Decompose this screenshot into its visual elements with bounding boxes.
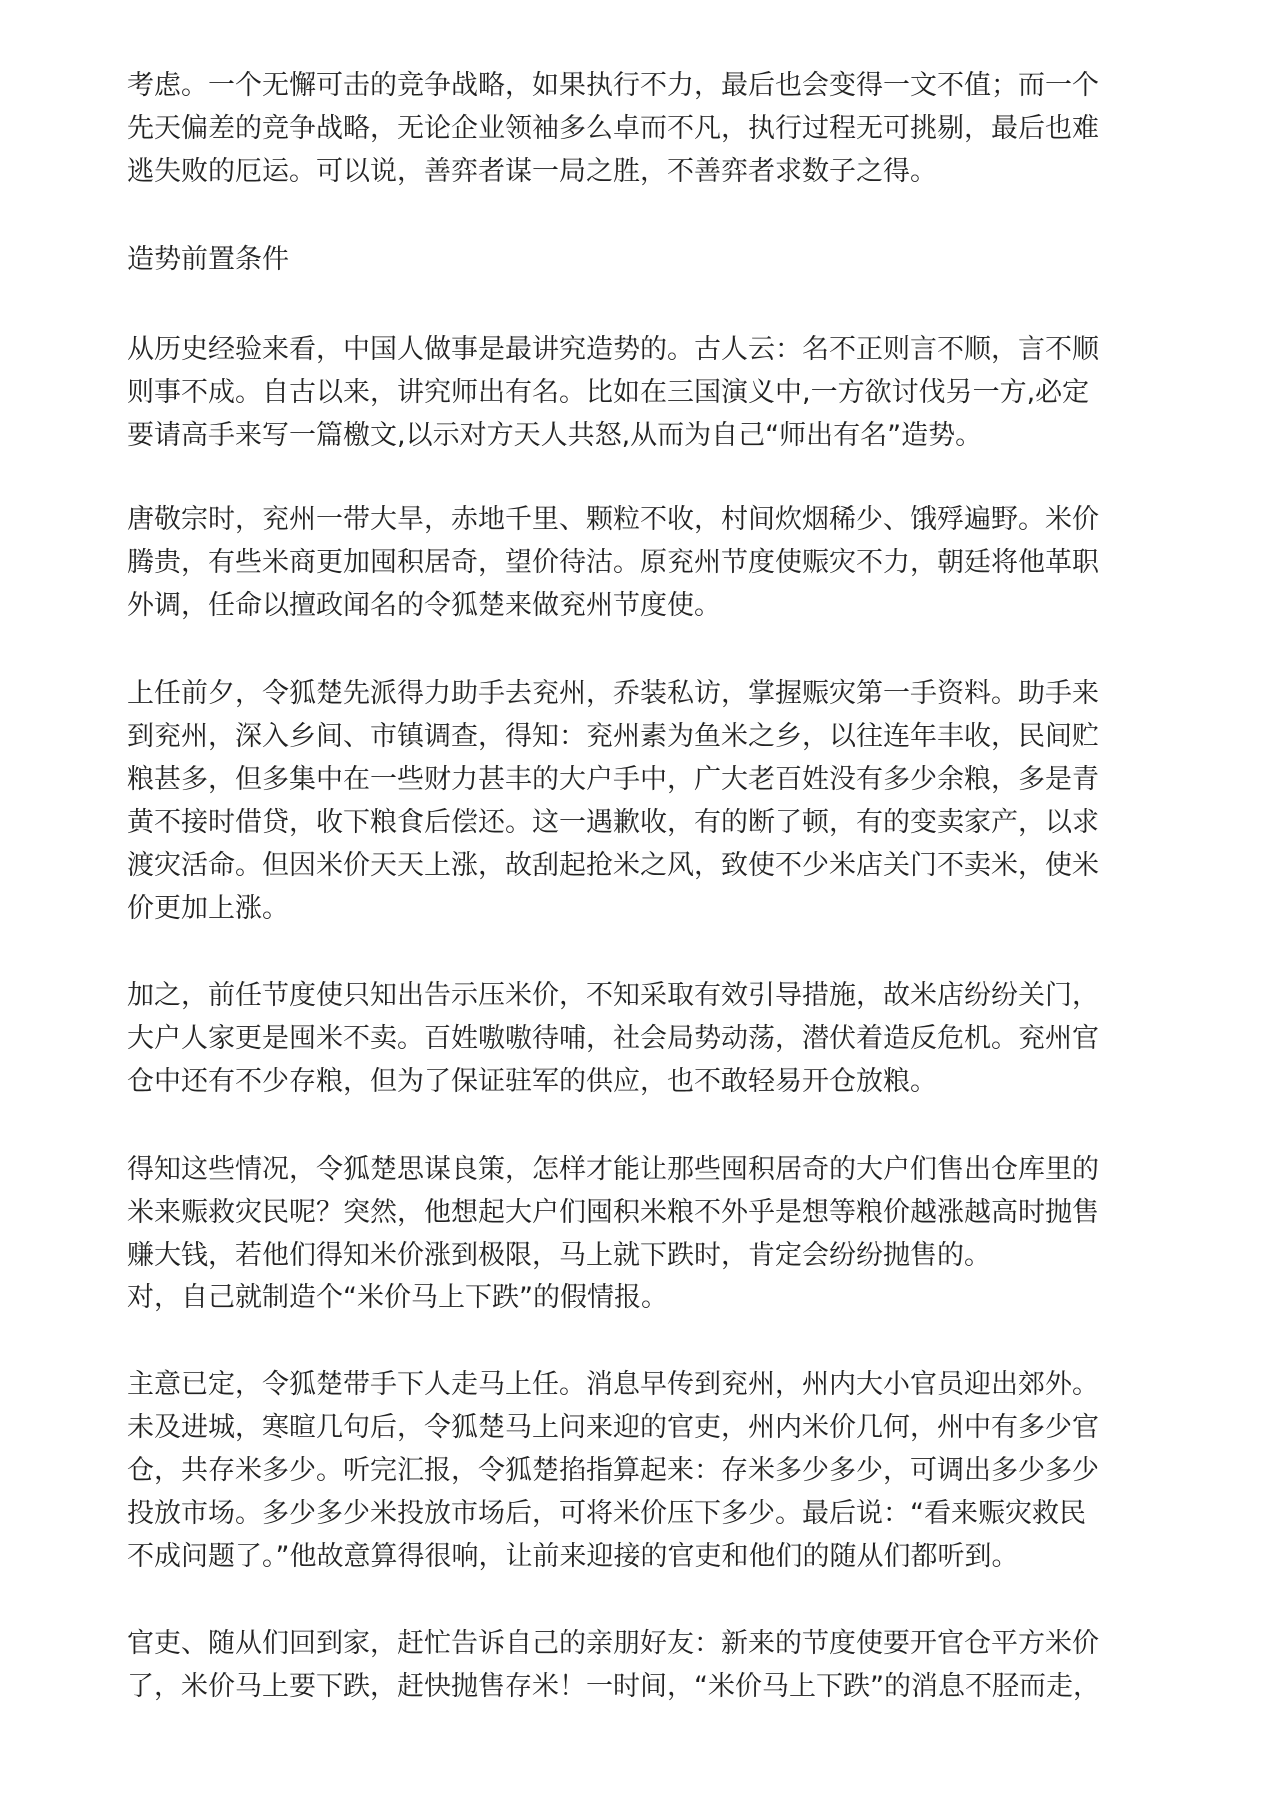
text-line: 主意已定，令狐楚带手下人走马上任。消息早传到兖州，州内大小官员迎出郊外。 xyxy=(127,1369,1099,1400)
text-line: 未及进城，寒暄几句后，令狐楚马上问来迎的官吏，州内米价几何，州中有多少官 xyxy=(127,1412,1099,1443)
text-line: 则事不成。自古以来，讲究师出有名。比如在三国演义中,一方欲讨伐另一方,必定 xyxy=(127,377,1090,408)
text-line: 官吏、随从们回到家，赶忙告诉自己的亲朋好友：新来的节度使要开官仓平方米价 xyxy=(127,1628,1099,1659)
text-line: 仓中还有不少存粮，但为了保证驻军的供应，也不敢轻易开仓放粮。 xyxy=(127,1066,937,1097)
text-line: 价更加上涨。 xyxy=(127,893,289,924)
text-line: 要请高手来写一篇檄文,以示对方天人共怒,从而为自己“师出有名”造势。 xyxy=(127,420,983,451)
text-line: 到兖州，深入乡间、市镇调查，得知：兖州素为鱼米之乡，以往连年丰收，民间贮 xyxy=(127,721,1099,752)
text-line: 不成问题了。”他故意算得很响，让前来迎接的官吏和他们的随从们都听到。 xyxy=(127,1541,1019,1572)
text-line: 投放市场。多少多少米投放市场后，可将米价压下多少。最后说：“看来赈灾救民 xyxy=(127,1498,1086,1529)
text-line: 上任前夕，令狐楚先派得力助手去兖州，乔装私访，掌握赈灾第一手资料。助手来 xyxy=(127,678,1099,709)
text-line: 粮甚多，但多集中在一些财力甚丰的大户手中，广大老百姓没有多少余粮，多是青 xyxy=(127,764,1099,795)
text-line: 得知这些情况，令狐楚思谋良策，怎样才能让那些囤积居奇的大户们售出仓库里的 xyxy=(127,1154,1099,1185)
text-line: 了，米价马上要下跌，赶快抛售存米！一时间，“米价马上下跌”的消息不胫而走， xyxy=(127,1671,1100,1702)
text-line: 仓，共存米多少。听完汇报，令狐楚掐指算起来：存米多少多少，可调出多少多少 xyxy=(127,1455,1099,1486)
text-line: 考虑。一个无懈可击的竞争战略，如果执行不力，最后也会变得一文不值；而一个 xyxy=(127,70,1099,101)
text-line: 赚大钱，若他们得知米价涨到极限，马上就下跌时，肯定会纷纷抛售的。 xyxy=(127,1240,991,1271)
text-line: 外调，任命以擅政闻名的令狐楚来做兖州节度使。 xyxy=(127,590,721,621)
text-line: 黄不接时借贷，收下粮食后偿还。这一遇歉收，有的断了顿，有的变卖家产，以求 xyxy=(127,807,1099,838)
section-heading: 造势前置条件 xyxy=(127,244,289,275)
text-line: 对，自己就制造个“米价马上下跌”的假情报。 xyxy=(127,1282,668,1313)
text-line: 大户人家更是囤米不卖。百姓嗷嗷待哺，社会局势动荡，潜伏着造反危机。兖州官 xyxy=(127,1023,1099,1054)
text-line: 逃失败的厄运。可以说，善弈者谋一局之胜，不善弈者求数子之得。 xyxy=(127,156,937,187)
text-line: 从历史经验来看，中国人做事是最讲究造势的。古人云：名不正则言不顺，言不顺 xyxy=(127,334,1099,365)
text-line: 唐敬宗时，兖州一带大旱，赤地千里、颗粒不收，村间炊烟稀少、饿殍遍野。米价 xyxy=(127,504,1099,535)
text-line: 渡灾活命。但因米价天天上涨，故刮起抢米之风，致使不少米店关门不卖米，使米 xyxy=(127,850,1099,881)
text-line: 米来赈救灾民呢？突然，他想起大户们囤积米粮不外乎是想等粮价越涨越高时抛售 xyxy=(127,1197,1099,1228)
text-line: 先天偏差的竞争战略，无论企业领袖多么卓而不凡，执行过程无可挑剔，最后也难 xyxy=(127,113,1099,144)
text-line: 腾贵，有些米商更加囤积居奇，望价待沽。原兖州节度使赈灾不力，朝廷将他革职 xyxy=(127,547,1099,578)
text-line: 加之，前任节度使只知出告示压米价，不知采取有效引导措施，故米店纷纷关门， xyxy=(127,980,1099,1011)
